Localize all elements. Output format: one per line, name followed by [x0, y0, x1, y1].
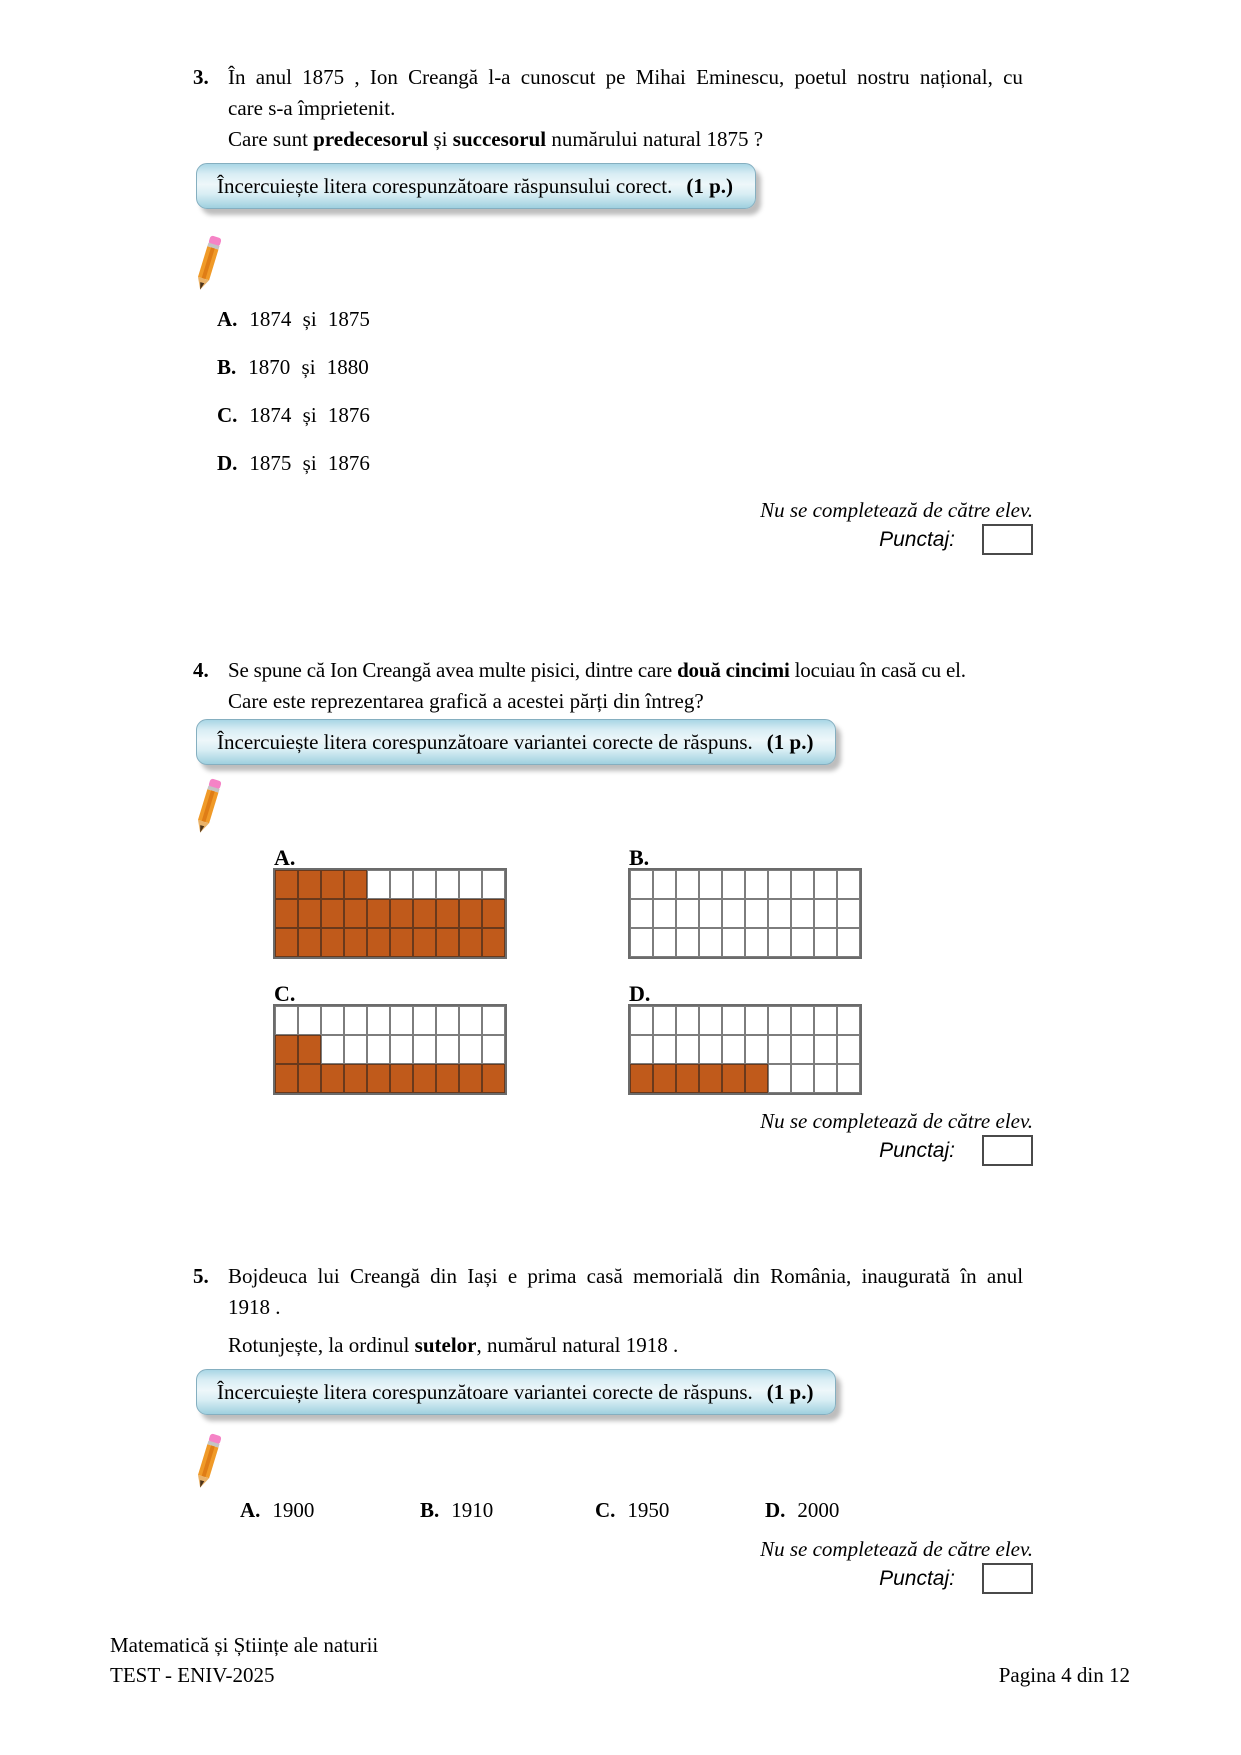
grid-cell-empty: [791, 928, 814, 957]
grid-cell-empty: [321, 1035, 344, 1064]
score-box: [982, 1135, 1033, 1166]
grid-cell-empty: [791, 1064, 814, 1093]
grid-cell-empty: [745, 1035, 768, 1064]
grid-cell-filled: [630, 1064, 653, 1093]
grid-cell-empty: [699, 1035, 722, 1064]
fraction-grid: [273, 868, 507, 959]
grid-cell-empty: [814, 1064, 837, 1093]
footer-left: [110, 1630, 378, 1690]
grid-cell-empty: [436, 1035, 459, 1064]
grid-cell-empty: [699, 1006, 722, 1035]
option-text: 1870 și 1880: [248, 355, 369, 379]
grid-cell-empty: [653, 1006, 676, 1035]
grid-cell-empty: [699, 928, 722, 957]
grid-cell-empty: [321, 1006, 344, 1035]
grid-cell-filled: [482, 928, 505, 957]
grid-cell-filled: [275, 1035, 298, 1064]
grid-cell-empty: [768, 1006, 791, 1035]
footer-page-number: Pagina 4 din 12: [998, 1663, 1130, 1687]
option-text: 1900: [272, 1498, 315, 1522]
grid-label: B.: [629, 845, 650, 870]
grid-label: A.: [274, 845, 296, 870]
grid-cell-empty: [630, 1035, 653, 1064]
question-5: [193, 1261, 1033, 1594]
grid-cell-empty: [745, 1006, 768, 1035]
options-list: [240, 1495, 1033, 1526]
question-text-line: Care sunt predecesorul și succesorul numărului natural 1875 ?: [228, 127, 764, 151]
grid-cell-empty: [630, 870, 653, 899]
option-letter: A.: [217, 307, 238, 331]
grid-cell-empty: [653, 928, 676, 957]
grid-cell-empty: [459, 1035, 482, 1064]
points-label: (1 p.): [766, 730, 814, 754]
option-row: [217, 352, 1033, 383]
option-row: [420, 1495, 595, 1526]
grid-cell-empty: [482, 870, 505, 899]
grid-cell-filled: [699, 1064, 722, 1093]
instruction-text: Încercuiește litera corespunzătoare variantei corecte de răspuns.: [217, 1380, 753, 1404]
grid-cell-empty: [837, 899, 860, 928]
grid-cell-empty: [745, 899, 768, 928]
option-row: [765, 1495, 839, 1526]
grid-cell-empty: [653, 870, 676, 899]
grid-cell-empty: [722, 870, 745, 899]
score-box: [982, 1563, 1033, 1594]
grid-cell-filled: [390, 899, 413, 928]
grid-cell-empty: [459, 1006, 482, 1035]
grid-cell-empty: [745, 928, 768, 957]
grid-cell-empty: [413, 1035, 436, 1064]
grid-cell-empty: [768, 1064, 791, 1093]
score-box: [982, 524, 1033, 555]
instruction-text: Încercuiește litera corespunzătoare variantei corecte de răspuns.: [217, 730, 753, 754]
option-letter: D.: [765, 1498, 786, 1522]
grid-cell-empty: [837, 1035, 860, 1064]
footer-subject: Matematică și Științe ale naturii: [110, 1633, 379, 1657]
grid-cell-empty: [722, 1006, 745, 1035]
grid-cell-empty: [699, 899, 722, 928]
fraction-option-b: [628, 845, 862, 962]
grid-cell-empty: [298, 1006, 321, 1035]
grid-cell-empty: [344, 1006, 367, 1035]
grid-cell-empty: [676, 928, 699, 957]
grid-cell-empty: [676, 1006, 699, 1035]
grid-cell-empty: [745, 870, 768, 899]
option-text: 1950: [627, 1498, 670, 1522]
grid-cell-filled: [459, 1064, 482, 1093]
grid-cell-filled: [482, 899, 505, 928]
pencil-icon: [189, 777, 229, 837]
option-text: 1874 și 1875: [249, 307, 370, 331]
grid-cell-filled: [321, 870, 344, 899]
option-row: [217, 400, 1033, 431]
grid-cell-empty: [791, 870, 814, 899]
grid-cell-filled: [459, 928, 482, 957]
question-3: [193, 62, 1033, 555]
grid-cell-empty: [390, 870, 413, 899]
pencil-icon: [189, 234, 229, 294]
grid-cell-filled: [367, 899, 390, 928]
option-letter: B.: [217, 355, 237, 379]
option-text: 1875 și 1876: [249, 451, 370, 475]
grid-cell-filled: [436, 928, 459, 957]
grid-cell-empty: [699, 870, 722, 899]
grid-cell-empty: [722, 899, 745, 928]
grid-cell-filled: [482, 1064, 505, 1093]
fraction-option-d: [628, 981, 862, 1098]
grid-cell-empty: [275, 1006, 298, 1035]
fraction-grid: [628, 868, 862, 959]
grid-cell-empty: [837, 1064, 860, 1093]
grid-cell-filled: [298, 928, 321, 957]
option-letter: A.: [240, 1498, 261, 1522]
instruction-box: [196, 163, 756, 209]
pencil-icon: [189, 1432, 229, 1492]
grid-cell-empty: [676, 870, 699, 899]
grid-cell-filled: [275, 899, 298, 928]
page-footer: [110, 1630, 1130, 1690]
fraction-option-a: [273, 845, 507, 962]
grid-cell-empty: [482, 1035, 505, 1064]
grid-cell-empty: [768, 899, 791, 928]
grid-cell-empty: [791, 899, 814, 928]
grid-cell-filled: [344, 899, 367, 928]
grid-cell-empty: [413, 1006, 436, 1035]
score-label: Punctaj:: [879, 1566, 955, 1590]
grid-cell-filled: [275, 1064, 298, 1093]
grid-cell-filled: [298, 1035, 321, 1064]
grid-label: D.: [629, 981, 651, 1006]
grid-cell-empty: [676, 1035, 699, 1064]
question-number: 3.: [193, 65, 209, 89]
grid-cell-empty: [630, 928, 653, 957]
score-label: Punctaj:: [879, 1138, 955, 1162]
grid-cell-empty: [837, 928, 860, 957]
grid-cell-filled: [275, 870, 298, 899]
question-4: [193, 655, 1033, 1166]
grid-cell-filled: [298, 1064, 321, 1093]
grid-cell-filled: [344, 870, 367, 899]
grid-cell-filled: [390, 928, 413, 957]
grid-cell-empty: [436, 870, 459, 899]
grid-cell-filled: [298, 870, 321, 899]
page-content: [193, 62, 1033, 1594]
grid-cell-empty: [814, 899, 837, 928]
grid-cell-empty: [344, 1035, 367, 1064]
option-row: [240, 1495, 420, 1526]
grid-cell-filled: [344, 1064, 367, 1093]
grid-cell-empty: [814, 1006, 837, 1035]
grid-cell-filled: [321, 899, 344, 928]
grid-cell-empty: [676, 899, 699, 928]
grid-cell-empty: [653, 1035, 676, 1064]
grid-cell-empty: [814, 928, 837, 957]
points-label: (1 p.): [766, 1380, 814, 1404]
grid-cell-filled: [413, 1064, 436, 1093]
grid-cell-empty: [459, 870, 482, 899]
fraction-grid: [273, 1004, 507, 1095]
option-text: 1910: [451, 1498, 494, 1522]
option-row: [217, 304, 1033, 335]
option-letter: D.: [217, 451, 238, 475]
grid-cell-empty: [837, 1006, 860, 1035]
option-row: [595, 1495, 765, 1526]
grid-cell-empty: [630, 1006, 653, 1035]
not-filled-note: Nu se completează de către elev.: [760, 1109, 1033, 1133]
grid-cell-empty: [768, 870, 791, 899]
question-text-line: 1918 .: [228, 1295, 281, 1319]
footer-test-code: TEST - ENIV-2025: [110, 1663, 275, 1687]
options-list: [217, 304, 1033, 479]
grid-cell-filled: [436, 1064, 459, 1093]
grid-cell-filled: [275, 928, 298, 957]
grid-cell-empty: [722, 1035, 745, 1064]
grid-cell-empty: [367, 870, 390, 899]
grid-cell-filled: [367, 1064, 390, 1093]
question-text-line: care s-a împrietenit.: [228, 96, 396, 120]
question-text-line: Rotunjește, la ordinul sutelor, numărul natural 1918 .: [228, 1333, 679, 1357]
question-text-line: Se spune că Ion Creangă avea multe pisici, dintre care două cincimi locuiau în casă cu el.: [228, 658, 966, 682]
grid-cell-filled: [676, 1064, 699, 1093]
grid-label: C.: [274, 981, 296, 1006]
grid-cell-empty: [791, 1035, 814, 1064]
question-number: 5.: [193, 1264, 209, 1288]
grid-cell-filled: [413, 928, 436, 957]
option-letter: C.: [217, 403, 238, 427]
not-filled-note: Nu se completează de către elev.: [760, 1537, 1033, 1561]
points-label: (1 p.): [686, 174, 734, 198]
option-letter: B.: [420, 1498, 440, 1522]
grid-cell-empty: [768, 928, 791, 957]
grid-cell-empty: [653, 899, 676, 928]
question-number: 4.: [193, 658, 209, 682]
grid-cell-empty: [367, 1006, 390, 1035]
grid-cell-filled: [390, 1064, 413, 1093]
option-row: [217, 448, 1033, 479]
grid-cell-empty: [390, 1035, 413, 1064]
option-text: 2000: [797, 1498, 840, 1522]
option-letter: C.: [595, 1498, 616, 1522]
question-text-line: Care este reprezentarea grafică a acestei părți din întreg?: [228, 689, 704, 713]
grid-cell-empty: [482, 1006, 505, 1035]
grid-cell-empty: [722, 928, 745, 957]
grid-cell-filled: [298, 899, 321, 928]
fraction-grid: [628, 1004, 862, 1095]
question-text-line: Bojdeuca lui Creangă din Iași e prima casă memorială din România, inaugurată în anul: [228, 1264, 1024, 1288]
grid-cell-filled: [344, 928, 367, 957]
instruction-text: Încercuiește litera corespunzătoare răspunsului corect.: [217, 174, 673, 198]
not-filled-note: Nu se completează de către elev.: [760, 498, 1033, 522]
grid-cell-filled: [367, 928, 390, 957]
grid-cell-filled: [745, 1064, 768, 1093]
grid-cell-filled: [413, 899, 436, 928]
option-text: 1874 și 1876: [249, 403, 370, 427]
grid-cell-filled: [653, 1064, 676, 1093]
grid-cell-filled: [459, 899, 482, 928]
score-label: Punctaj:: [879, 527, 955, 551]
grid-cell-empty: [413, 870, 436, 899]
grid-cell-filled: [722, 1064, 745, 1093]
grid-cell-empty: [630, 899, 653, 928]
grid-cell-empty: [791, 1006, 814, 1035]
grid-cell-filled: [321, 928, 344, 957]
instruction-box: [196, 719, 836, 765]
grid-cell-filled: [436, 899, 459, 928]
fraction-option-c: [273, 981, 507, 1098]
grid-cell-empty: [814, 1035, 837, 1064]
grid-cell-filled: [321, 1064, 344, 1093]
grid-cell-empty: [768, 1035, 791, 1064]
question-text-line: În anul 1875 , Ion Creangă l-a cunoscut pe Mihai Eminescu, poetul nostru național, cu: [228, 65, 1023, 89]
grid-cell-empty: [390, 1006, 413, 1035]
instruction-box: [196, 1369, 836, 1415]
grid-cell-empty: [814, 870, 837, 899]
grid-cell-empty: [436, 1006, 459, 1035]
grid-cell-empty: [367, 1035, 390, 1064]
grid-cell-empty: [837, 870, 860, 899]
